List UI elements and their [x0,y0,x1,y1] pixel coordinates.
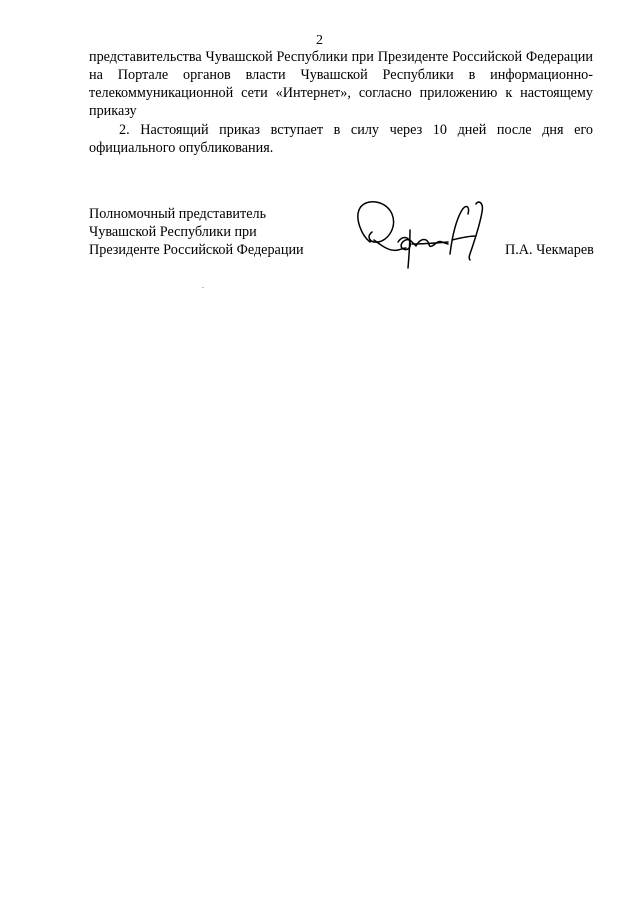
paragraph-continuation [89,48,593,120]
signatory-position [89,205,304,259]
paragraph-effective-date [89,121,593,157]
scan-speck [202,287,204,288]
handwritten-signature [352,196,492,278]
paragraph-line: приказу [89,103,137,119]
paragraph-line: на Портале органов власти Чувашской Республики в информационно- [89,67,593,83]
paragraph-line: представительства Чувашской Республики при Президенте Российской Федерации [89,49,593,65]
paragraph-line: официального опубликования. [89,140,274,156]
position-line: Чувашской Республики при [89,224,257,240]
page-number: 2 [316,33,323,48]
paragraph-line: телекоммуникационной сети «Интернет», согласно приложению к настоящему [89,85,593,101]
signatory-name: П.А. Чекмарев [505,242,594,258]
paragraph-line: 2. Настоящий приказ вступает в силу через 10 дней после дня его [119,122,593,138]
position-line: Полномочный представитель [89,206,267,222]
position-line: Президенте Российской Федерации [89,242,304,258]
